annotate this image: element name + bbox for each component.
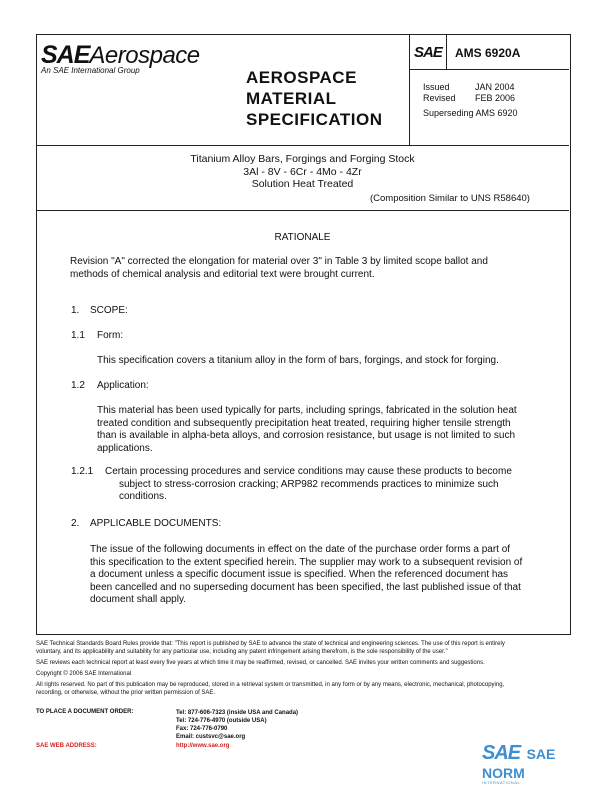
footer-review: SAE reviews each technical report at least every five years at which time it may be reaffirmed, revised, or cancelled. SAE invites your written comments and suggestions.	[36, 660, 485, 666]
section-1-2-line: treated condition and subsequently precipitation heat treated, requiring higher tensile strength	[97, 417, 511, 429]
rationale-line: methods of chemical analysis and editorial text were brought current.	[70, 268, 375, 280]
revised-label: Revised	[423, 93, 456, 103]
section-1-1-title: Form:	[97, 330, 124, 341]
section-2-line: document shall apply.	[90, 594, 186, 605]
section-1-2-title: Application:	[97, 380, 149, 391]
stamp-sub-text: INTERNATIONAL	[482, 780, 521, 785]
section-2-line: this specification to the extent specified herein. The supplier may work to a subsequent revision of	[90, 556, 523, 568]
order-label: TO PLACE A DOCUMENT ORDER:	[36, 709, 134, 715]
stamp-norm-text: SAE NORM	[482, 746, 556, 781]
section-1-2-1-line: Certain processing procedures and service conditions may cause these products to become	[105, 466, 512, 477]
logo-aerospace-text: Aerospace	[89, 42, 200, 69]
title-block	[36, 153, 569, 191]
header-number-divider	[409, 69, 569, 70]
section-2-title: APPLICABLE DOCUMENTS:	[90, 518, 222, 529]
section-2-line: The issue of the following documents in effect on the date of the purchase order forms a part of	[90, 544, 511, 555]
header-divider-vertical	[409, 34, 410, 145]
logo-sae-text: SAE	[41, 41, 90, 69]
superseding: Superseding AMS 6920	[423, 108, 518, 118]
title-bottom-divider	[36, 210, 569, 211]
section-1-2-text	[97, 405, 517, 455]
section-1-2-line: applications.	[97, 442, 153, 454]
spec-title-line2: MATERIAL	[246, 89, 337, 108]
footer-rules-line: voluntary, and its applicability and suitability for any particular use, including any patent infringement arising therefrom, is the sole responsibility of the user."	[36, 648, 448, 655]
footer-rights	[36, 682, 504, 697]
web-address-link[interactable]: http://www.sae.org	[176, 743, 230, 749]
footer-rules-line: SAE Technical Standards Board Rules provide that: "This report is published by SAE to advance the state of technical and engineering sciences. The use of this report is entirely	[36, 641, 505, 647]
order-contact-line: Tel: 724-776-4970 (outside USA)	[176, 718, 267, 724]
rationale-heading: RATIONALE	[274, 232, 331, 243]
section-1-2-1-number: 1.2.1	[71, 466, 94, 477]
section-2-number: 2.	[71, 518, 80, 529]
sae-small-logo-text: SAE	[414, 44, 442, 61]
order-contact-line: Email: custsvc@sae.org	[176, 734, 246, 740]
sae-norm-stamp	[482, 742, 597, 785]
section-1-number: 1.	[71, 305, 80, 316]
section-1-2-1-text	[105, 466, 512, 504]
footer-rights-line: All rights reserved. No part of this publication may be reproduced, stored in a retrieval system or transmitted, in any form or by any means, electronic, mechanical, photocopying,	[36, 682, 505, 688]
section-1-2-1-line: conditions.	[119, 491, 167, 502]
rationale-line: Revision "A" corrected the elongation for material over 3" in Table 3 by limited scope ballot and	[70, 256, 488, 267]
section-1-1-number: 1.1	[71, 330, 85, 341]
section-1-2-line: than is available in alpha-beta alloys, and corrosion resistance, but usage is not limited to such	[97, 430, 516, 441]
section-1-title: SCOPE:	[90, 305, 128, 316]
footer-rules	[36, 641, 576, 656]
spec-title-line1: AEROSPACE	[246, 68, 357, 87]
issued-label: Issued	[423, 82, 450, 92]
footer-rights-line: recording, or otherwise, without the prior written permission of SAE.	[36, 689, 216, 696]
header-bottom-divider	[36, 145, 569, 146]
section-2-line: a document unless a specific document issue is specified. When the referenced document has	[90, 569, 509, 580]
web-label: SAE WEB ADDRESS:	[36, 743, 97, 749]
section-1-2-number: 1.2	[71, 380, 85, 391]
order-contact-line: Fax: 724-776-0790	[176, 726, 228, 732]
rationale-text	[70, 256, 488, 281]
section-2-line: been cancelled and no superseding document has been specified, the last published issue of that	[90, 581, 521, 593]
stamp-sae-text: SAE	[482, 742, 521, 764]
section-1-1-text: This specification covers a titanium alloy in the form of bars, forgings, and stock for forging.	[97, 355, 499, 366]
doc-number: AMS 6920A	[455, 46, 521, 60]
spec-title	[246, 67, 383, 130]
sae-small-logo	[414, 44, 442, 61]
title-line1: Titanium Alloy Bars, Forgings and Forging Stock	[190, 153, 415, 165]
section-1-2-1-line: subject to stress-corrosion cracking; ARP982 recommends practices to minimize such	[119, 478, 499, 490]
revised-value: FEB 2006	[475, 93, 516, 103]
section-1-2-line: This material has been used typically for parts, including springs, fabricated in the solution heat	[97, 405, 517, 416]
section-2-text	[90, 544, 522, 607]
footer-copyright: Copyright © 2006 SAE International	[36, 671, 132, 677]
doc-number-divider	[446, 34, 447, 69]
order-contact-line: Tel: 877-606-7323 (inside USA and Canada)	[176, 710, 299, 716]
issued-value: JAN 2004	[475, 82, 515, 92]
order-contacts	[176, 709, 298, 741]
composition-note: (Composition Similar to UNS R58640)	[370, 193, 530, 204]
logo-subtitle: An SAE International Group	[41, 66, 140, 75]
title-line2: 3Al - 8V - 6Cr - 4Mo - 4Zr	[243, 165, 362, 178]
title-line3: Solution Heat Treated	[251, 178, 354, 190]
spec-title-line3: SPECIFICATION	[246, 110, 383, 129]
